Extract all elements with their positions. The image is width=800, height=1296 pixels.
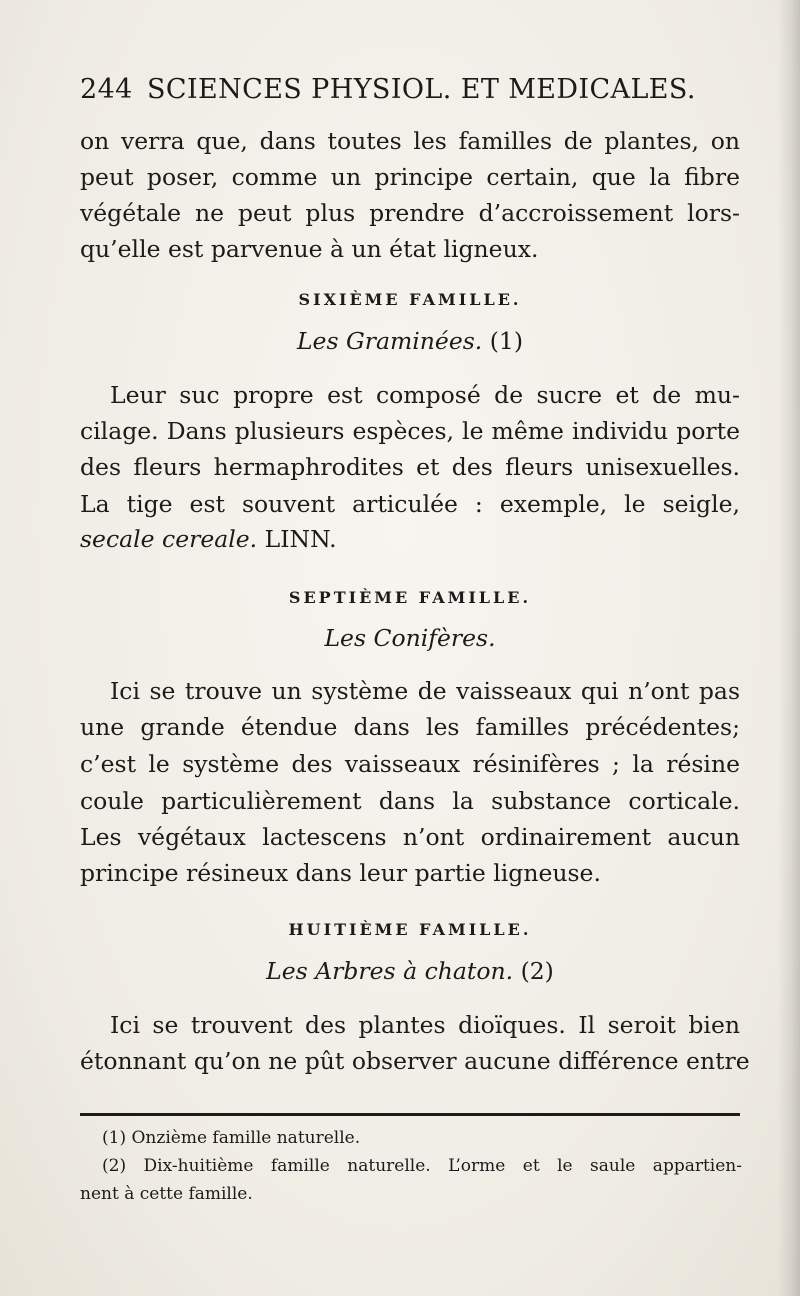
section-subtitle — [80, 624, 740, 652]
footnote: (1) Onzième famille naturelle. — [102, 1128, 361, 1148]
section-subtitle — [80, 327, 740, 355]
body-line: principe résineux dans leur partie ligneuse. — [80, 859, 601, 887]
footnote-ref: (2) — [520, 957, 554, 985]
section-heading: SIXIÈME FAMILLE. — [298, 290, 522, 309]
section-heading: SEPTIÈME FAMILLE. — [288, 588, 532, 607]
section-subtitle-text: Les Graminées. — [296, 327, 483, 355]
running-title: SCIENCES PHYSIOL. ET MEDICALES. — [146, 74, 696, 105]
intro-line: peut poser, comme un principe certain, que la fibre — [80, 163, 740, 191]
page-number: 244 — [80, 74, 133, 105]
body-line: La tige est souvent articulée : exemple, le seigle, — [80, 490, 740, 518]
body-line: Ici se trouve un système de vaisseaux qui n’ont pas — [110, 677, 740, 705]
intro-line: végétale ne peut plus prendre d’accroissement lors- — [80, 199, 740, 227]
section-subtitle-text: Les Arbres à chaton. — [266, 957, 514, 985]
latin-name: secale cereale. — [80, 525, 258, 553]
footnote: (2) Dix-huitième famille naturelle. L’orme et le saule appartien- — [102, 1156, 742, 1176]
author-abbrev: LINN. — [264, 525, 337, 553]
body-line: coule particulièrement dans la substance corticale. — [80, 787, 740, 815]
body-line: Leur suc propre est composé de sucre et de mu- — [110, 381, 740, 409]
footnote-ref: (1) — [489, 327, 524, 355]
body-line: étonnant qu’on ne pût observer aucune différence entre — [80, 1047, 750, 1075]
body-line: c’est le système des vaisseaux résinifères ; la résine — [80, 750, 740, 778]
intro-line: qu’elle est parvenue à un état ligneux. — [80, 235, 539, 263]
footnote: nent à cette famille. — [80, 1184, 253, 1204]
intro-line: on verra que, dans toutes les familles de plantes, on — [80, 127, 740, 155]
section-subtitle-text: Les Conifères. — [324, 624, 496, 652]
body-line: des fleurs hermaphrodites et des fleurs unisexuelles. — [80, 453, 740, 481]
running-header — [80, 74, 700, 118]
body-line: Les végétaux lactescens n’ont ordinairement aucun — [80, 823, 740, 851]
page-gutter-shadow — [778, 0, 800, 1296]
body-line — [80, 525, 740, 553]
body-line: cilage. Dans plusieurs espèces, le même individu porte — [80, 417, 740, 445]
footnote-rule — [80, 1113, 740, 1116]
body-line: une grande étendue dans les familles précédentes; — [80, 713, 740, 741]
section-heading: HUITIÈME FAMILLE. — [288, 920, 532, 939]
section-subtitle — [80, 957, 740, 985]
body-line: Ici se trouvent des plantes dioïques. Il seroit bien — [110, 1011, 740, 1039]
